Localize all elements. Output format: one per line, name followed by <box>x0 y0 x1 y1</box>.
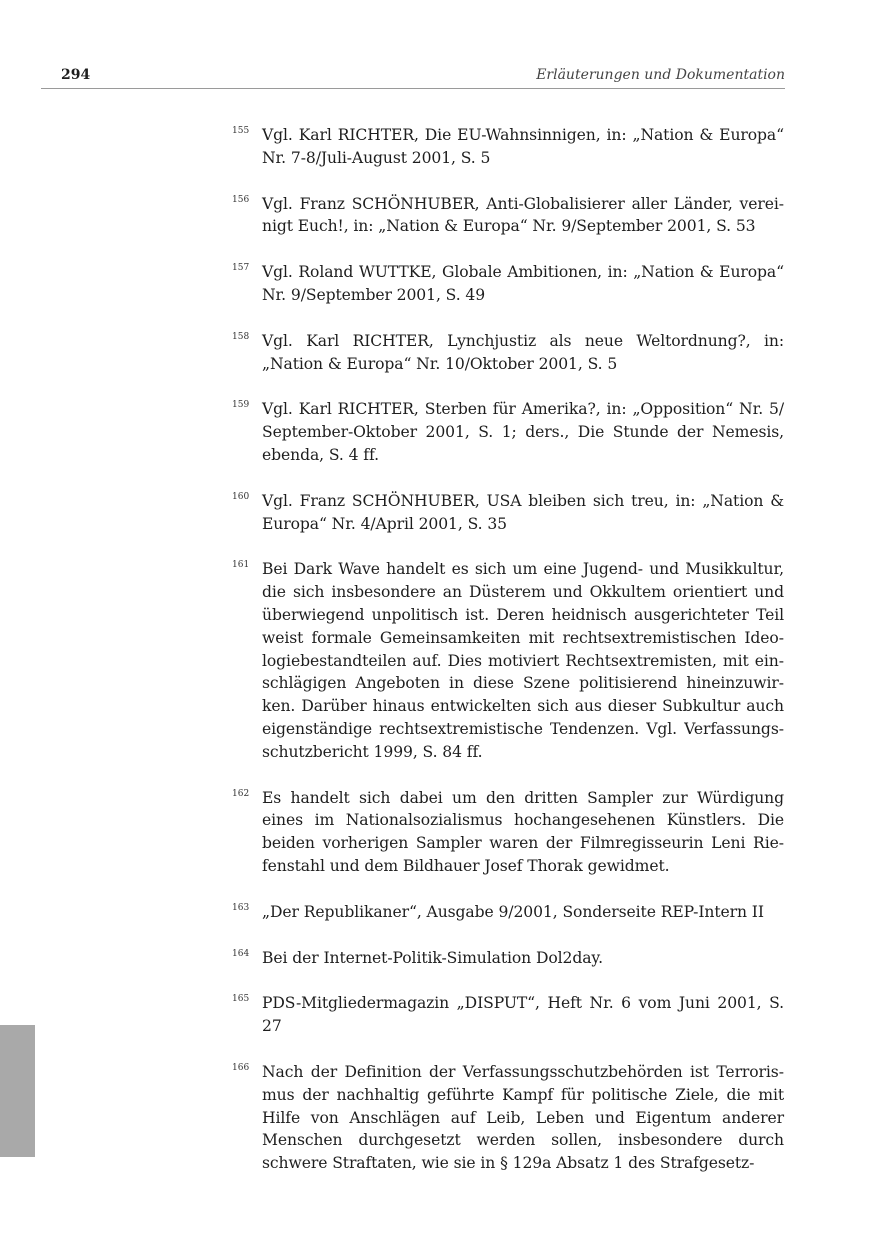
footnote-text: Bei der Internet-Politik-Simulation Dol2day. <box>262 948 603 967</box>
footnote-number: 165 <box>232 994 250 1005</box>
footnote-number: 158 <box>232 331 250 342</box>
footnote-number: 159 <box>232 400 250 411</box>
footnote-text: Nach der Definition der Verfassungsschutzbehörden ist Terrorismus der nachhaltig geführte Kampf für politische Ziele, die mit Hilfe von Anschlägen auf Leib, Leben und Eigentum anderer Menschen durchgesetzt werden sollen, insbesondere durch schwere Straftaten, wie sie in § 129a Absatz 1 des Strafgesetz- <box>262 1062 784 1173</box>
footnote-159 <box>232 398 784 466</box>
footnote-160 <box>232 490 784 536</box>
footnote-162 <box>232 787 784 878</box>
footnote-number: 160 <box>232 491 250 502</box>
footnote-text: Vgl. Franz SCHÖNHUBER, USA bleiben sich treu, in: „Nation & Europa“ Nr. 4/April 2001, S. 35 <box>262 491 784 533</box>
footnote-number: 155 <box>232 126 250 136</box>
footnote-158 <box>232 330 784 376</box>
footnote-number: 163 <box>232 902 250 913</box>
footnote-161 <box>232 558 784 763</box>
running-title: Erläuterungen und Dokumentation <box>536 67 785 83</box>
footnote-165 <box>232 992 784 1038</box>
footnote-166 <box>232 1061 784 1175</box>
footnote-list <box>232 124 784 1198</box>
footnote-text: Vgl. Franz SCHÖNHUBER, Anti-Globalisierer aller Länder, vereinigt Euch!, in: „Nation & Europa“ Nr. 9/September 2001, S. 53 <box>262 194 784 236</box>
footnote-text: Es handelt sich dabei um den dritten Sampler zur Würdigung eines im Nationalsozialismus hochangesehenen Künstlers. Die beiden vorherigen Sampler waren der Filmregisseurin Leni Riefenstahl und dem Bildhauer Josef Thorak gewidmet. <box>262 788 784 875</box>
footnote-text: Vgl. Roland WUTTKE, Globale Ambitionen, in: „Nation & Europa“ Nr. 9/September 2001, S. 49 <box>262 263 784 304</box>
footnote-163 <box>232 901 784 924</box>
footnote-text: Vgl. Karl RICHTER, Lynchjustiz als neue Weltordnung?, in: „Nation & Europa“ Nr. 10/Oktober 2001, S. 5 <box>262 331 784 373</box>
footnote-text: Bei Dark Wave handelt es sich um eine Jugend- und Musikkultur, die sich insbesondere an Düsterem und Okkultem orientiert und überwiegend unpolitisch ist. Deren heidnisch ausgerichteter Teil weist formale Gemeinsamkeiten mit rechtsextremistischen Ideologiebestandteilen auf. Dies motiviert Rechtsextremisten, mit einschlägigen Angeboten in diese Szene politisierend hineinzuwirken. Darüber hinaus entwickelten sich aus dieser Subkultur auch eigenständige rechtsextremistische Tendenzen. Vgl. Verfassungsschutzbericht 1999, S. 84 ff. <box>262 560 784 761</box>
footnote-164 <box>232 947 784 970</box>
footnote-156 <box>232 193 784 239</box>
footnote-155 <box>232 124 784 170</box>
chapter-thumb-tab <box>0 1025 35 1157</box>
footnote-157 <box>232 261 784 307</box>
footnote-number: 157 <box>232 263 250 274</box>
page-header <box>41 64 785 89</box>
footnote-number: 164 <box>232 948 250 959</box>
page-number: 294 <box>61 67 91 83</box>
footnote-text: Vgl. Karl RICHTER, Sterben für Amerika?, in: „Opposition“ Nr. 5/​September-Oktober 2001, S. 1; ders., Die Stunde der Nemesis, ebenda, S. 4 ff. <box>262 400 784 464</box>
footnote-number: 166 <box>232 1062 250 1073</box>
footnote-number: 156 <box>232 194 250 205</box>
footnote-number: 162 <box>232 788 250 799</box>
footnote-text: Vgl. Karl RICHTER, Die EU-Wahnsinnigen, in: „Nation & Europa“ Nr. 7-8/Juli-August 2001, S. 5 <box>262 126 784 167</box>
footnote-text: „Der Republikaner“, Ausgabe 9/2001, Sonderseite REP-Intern II <box>262 902 764 921</box>
footnote-text: PDS-Mitgliedermagazin „DISPUT“, Heft Nr. 6 vom Juni 2001, S. 27 <box>262 994 784 1036</box>
footnote-number: 161 <box>232 560 250 571</box>
